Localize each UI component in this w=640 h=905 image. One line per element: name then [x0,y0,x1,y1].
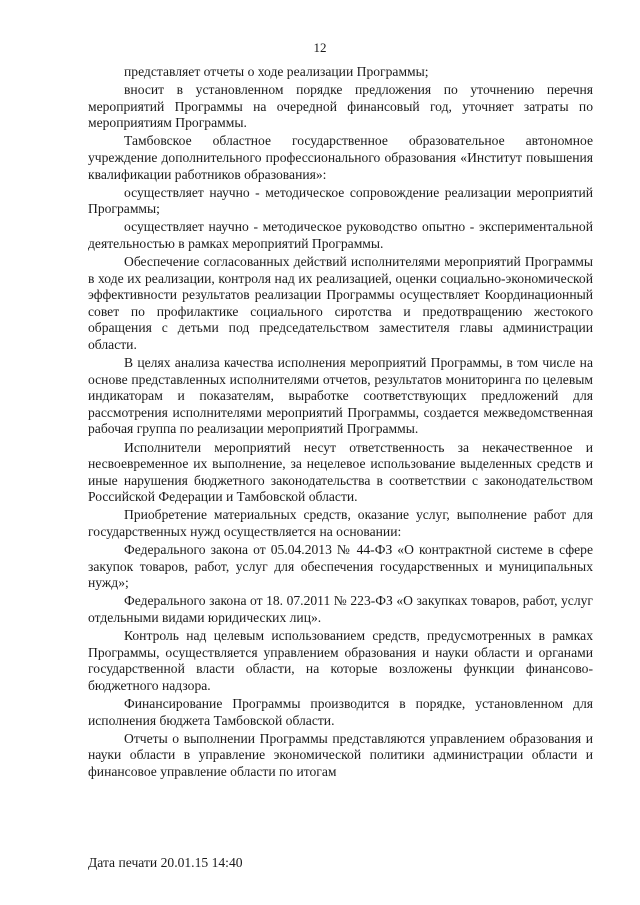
paragraph: Обеспечение согласованных действий исполнителями мероприятий Программы в ходе их реализации, контроля над их реализацией, оценки социально-экономической эффективности результатов реализации Программы осуществляет Координационный совет по профилактике социального сиротства и предотвращению жестокого обращения с детьми под председательством заместителя главы администрации области. [88,254,593,352]
paragraph: Приобретение материальных средств, оказание услуг, выполнение работ для государственных нужд осуществляется на основании: [88,507,593,540]
paragraph: Контроль над целевым использованием средств, предусмотренных в рамках Программы, осуществляется управлением образования и науки области и органами государственной власти области, на которые возложены функции финансово-бюджетного надзора. [88,628,593,693]
paragraph: представляет отчеты о ходе реализации Программы; [124,64,429,79]
paragraph: осуществляет научно - методическое сопровождение реализации мероприятий Программы; [88,184,593,217]
paragraph: осуществляет научно - методическое руководство опытно - экспериментальной деятельностью в рамках мероприятий Программы. [88,219,593,251]
page-number: 12 [313,40,327,55]
paragraph: Федерального закона от 05.04.2013 № 44-ФЗ «О контрактной системе в сфере закупок товаров, работ, услуг для обеспечения государственных и муниципальных нужд»; [88,542,593,591]
paragraph: В целях анализа качества исполнения мероприятий Программы, в том числе на основе представленных исполнителями отчетов, результатов мониторинга по целевым индикаторам и показателям, выработке соответствующих предложений для рассмотрения исполнителями мероприятий Программы, создается межведомственная рабочая группа по реализации мероприятий Программы. [88,355,593,437]
paragraph: вносит в установленном порядке предложения по уточнению перечня мероприятий Программы на очередной финансовый год, уточняет затраты по мероприятиям Программы. [88,82,593,131]
document-body [88,64,593,782]
paragraph: Тамбовское областное государственное образовательное автономное учреждение дополнительного профессионального образования «Институт повышения квалификации работников образования»: [88,133,593,182]
paragraph: Финансирование Программы производится в порядке, установленном для исполнения бюджета Тамбовской области. [88,695,593,728]
paragraph: Исполнители мероприятий несут ответственность за некачественное и несвоевременное их выполнение, за нецелевое использование выделенных средств и иные нарушения бюджетного законодательства в соответствии с законодательством Российской Федерации и Тамбовской области. [88,439,593,505]
paragraph: Отчеты о выполнении Программы представляются управлением образования и науки области в управление экономической политики администрации области и финансовое управление области по итогам [88,730,593,779]
paragraph: Федерального закона от 18. 07.2011 № 223-ФЗ «О закупках товаров, работ, услуг отдельными видами юридических лиц». [88,593,593,625]
print-date-footer: Дата печати 20.01.15 14:40 [88,855,243,870]
